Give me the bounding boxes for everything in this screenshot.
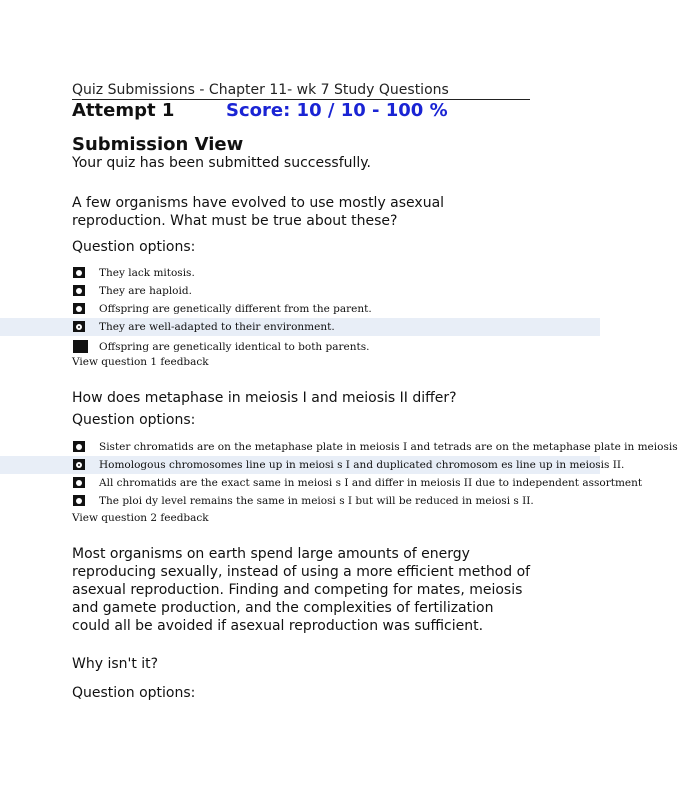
question-3-options-label: Question options:: [72, 685, 196, 701]
question-3-text: Most organisms on earth spend large amounts of energy reproducing sexually, instead of using a more efficient method of asexual reproduction. Finding and competing for mates, meiosis and gamete production, and the complexities of fertilization could all be avoided if asexual reproduction was sufficient.: [72, 546, 531, 634]
question-1-text: A few organisms have evolved to use mostly asexual reproduction. What must be true about these?: [72, 195, 445, 229]
question-2-option-3[interactable]: [0, 474, 643, 492]
radio-unselected-icon[interactable]: [73, 441, 85, 452]
option-text: They are well-adapted to their environment.: [99, 321, 335, 333]
option-text: All chromatids are the exact same in meiosi s I and differ in meiosis II due to independent assortment: [99, 477, 643, 489]
option-text: They are haploid.: [99, 285, 192, 297]
submission-view-heading: Submission View: [72, 134, 244, 155]
question-1-option-5[interactable]: [0, 338, 600, 356]
option-text: Offspring are genetically different from the parent.: [99, 303, 372, 315]
question-1-options-label: Question options:: [72, 239, 196, 255]
submission-success-message: Your quiz has been submitted successfully.: [72, 155, 372, 171]
option-text: Homologous chromosomes line up in meiosi s I and duplicated chromosom es line up in meiosis II.: [99, 459, 625, 471]
option-text: The ploi dy level remains the same in meiosi s I but will be reduced in meiosi s II.: [99, 495, 534, 507]
question-1-feedback-link[interactable]: View question 1 feedback: [72, 356, 209, 368]
question-1-option-3[interactable]: [0, 300, 600, 318]
radio-selected-icon[interactable]: [73, 321, 85, 332]
radio-selected-icon[interactable]: [73, 459, 85, 470]
radio-unselected-icon[interactable]: [73, 267, 85, 278]
radio-unselected-icon[interactable]: [73, 303, 85, 314]
question-1-options: [0, 264, 600, 356]
score-label: Score: 10 / 10 - 100 %: [226, 100, 448, 121]
question-3-question: Why isn't it?: [72, 656, 159, 672]
option-text: They lack mitosis.: [99, 267, 195, 279]
quiz-title: Quiz Submissions - Chapter 11- wk 7 Study Questions: [72, 82, 530, 100]
question-2-option-2[interactable]: [0, 456, 625, 474]
radio-solid-icon[interactable]: [73, 340, 88, 353]
question-2-options-label: Question options:: [72, 412, 196, 428]
question-1-option-1[interactable]: [0, 264, 600, 282]
question-2-option-1[interactable]: [0, 438, 678, 456]
option-text: Sister chromatids are on the metaphase plate in meiosis I and tetrads are on the metaphase plate in meiosis: [99, 441, 678, 453]
question-2-options: [0, 438, 678, 510]
question-1-option-2[interactable]: [0, 282, 600, 300]
quiz-header: [72, 82, 530, 122]
question-1-option-4[interactable]: [0, 318, 600, 336]
radio-unselected-icon[interactable]: [73, 285, 85, 296]
attempt-label: Attempt 1: [72, 100, 175, 121]
option-text: Offspring are genetically identical to both parents.: [99, 341, 370, 353]
question-2-feedback-link[interactable]: View question 2 feedback: [72, 512, 209, 524]
attempt-row: [72, 100, 530, 122]
radio-unselected-icon[interactable]: [73, 477, 85, 488]
question-2-text: How does metaphase in meiosis I and meiosis II differ?: [72, 390, 457, 406]
radio-unselected-icon[interactable]: [73, 495, 85, 506]
question-2-option-4[interactable]: [0, 492, 600, 510]
